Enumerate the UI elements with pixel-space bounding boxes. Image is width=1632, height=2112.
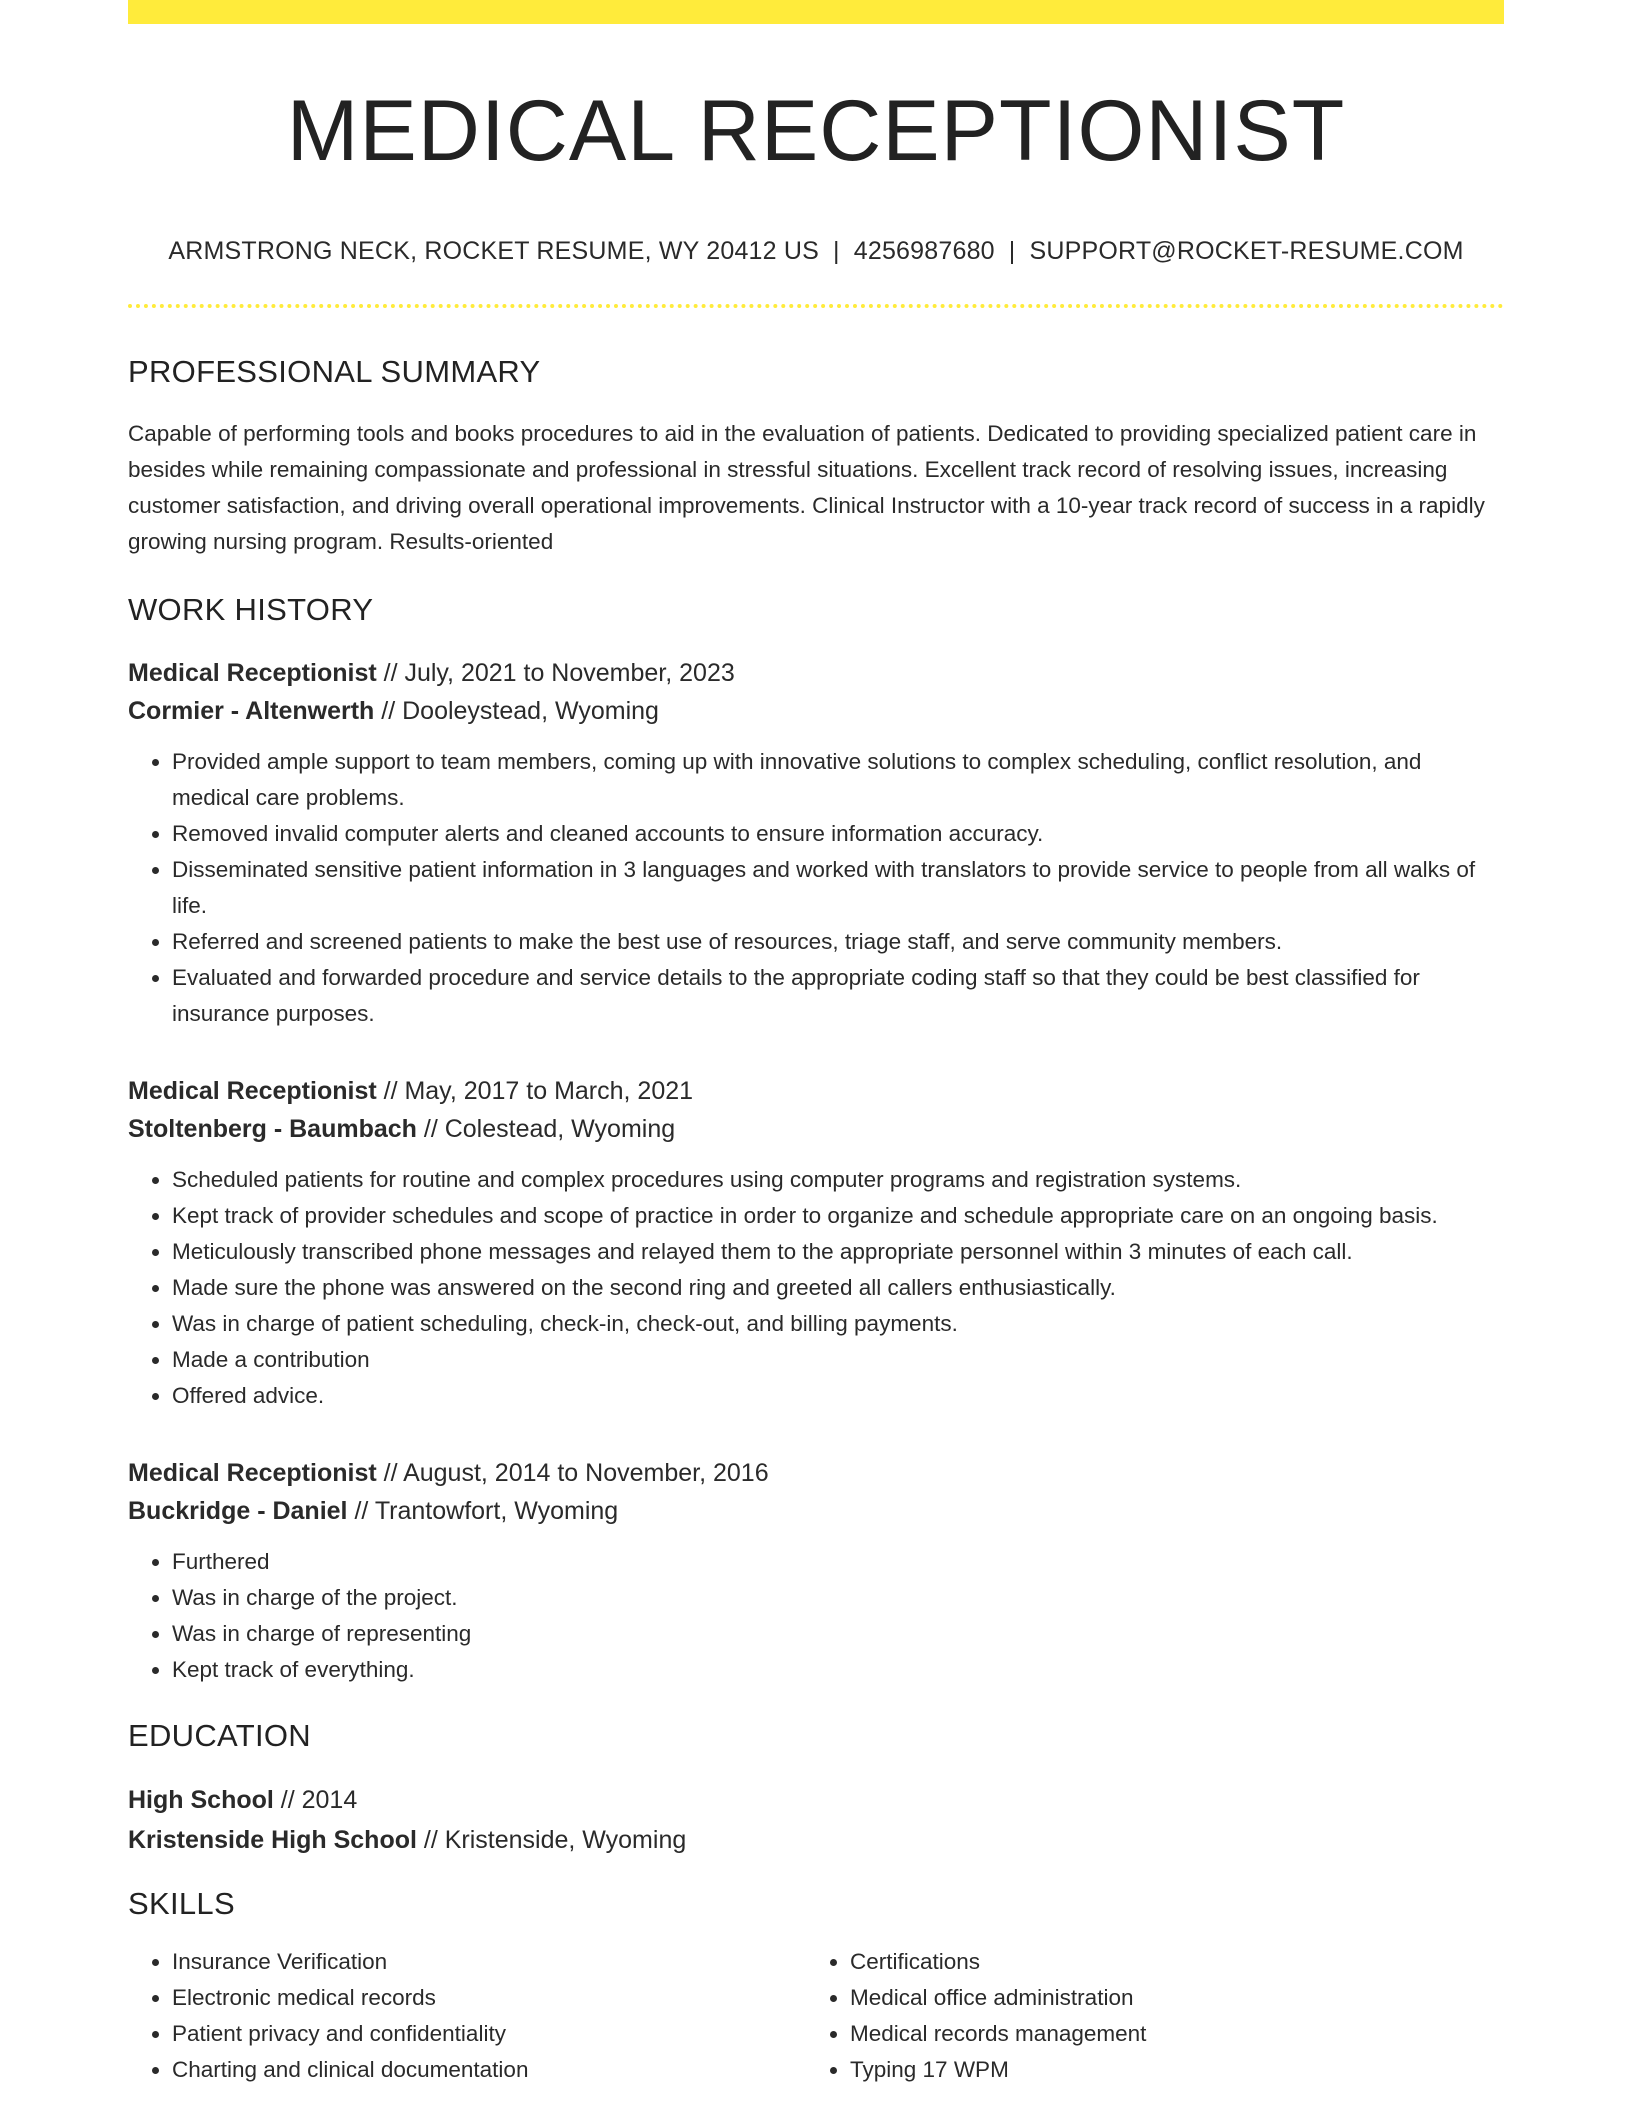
degree-line [128,1780,1504,1820]
job-company-line [128,1492,1504,1530]
separator: | [833,236,840,265]
list-item: • Kept track of everything. [172,1652,1504,1688]
job-dates: // August, 2014 to November, 2016 [376,1458,769,1487]
list-item: • Patient privacy and confidentiality [172,2016,806,2052]
accent-bar [128,0,1504,24]
job-title-line [128,1454,1504,1492]
list-item: • Medical records management [850,2016,1484,2052]
resume-title: MEDICAL RECEPTIONIST [286,83,1346,179]
list-item: • Furthered [172,1544,1504,1580]
job-company: Cormier - Altenwerth [128,696,375,725]
section-heading: EDUCATION [128,1717,311,1753]
job-bullets [128,1162,1504,1414]
job-entry [128,1454,1504,1688]
list-item: • Made a contribution [172,1342,1504,1378]
job-company: Stoltenberg - Baumbach [128,1114,417,1143]
education-entry [128,1780,1504,1860]
job-location: // Trantowfort, Wyoming [347,1496,619,1525]
job-title: Medical Receptionist [128,1458,377,1487]
skills-section [128,1886,1504,2088]
job-company: Buckridge - Daniel [128,1496,348,1525]
section-heading: SKILLS [128,1885,235,1921]
school-name: Kristenside High School [128,1825,417,1854]
dotted-divider [128,304,1504,308]
degree: High School [128,1785,274,1814]
list-item: • Medical office administration [850,1980,1484,2016]
school-line [128,1820,1504,1860]
list-item: • Kept track of provider schedules and scope of practice in order to organize and schedule appropriate care on an ongoing basis. [172,1198,1504,1234]
skills-column-right [806,1944,1484,2088]
summary-text: Capable of performing tools and books procedures to aid in the evaluation of patients. Dedicated to providing specialized patient care in besides while remaining compassionate and professional in stressful situations. Excellent track record of resolving issues, increasing customer satisfaction, and driving overall operational improvements. Clinical Instructor with a 10-year track record of success in a rapidly growing nursing program. Results-oriented [128,420,1485,554]
resume-page [128,0,1504,2088]
job-title-line [128,654,1504,692]
job-location: // Dooleystead, Wyoming [374,696,659,725]
list-item: • Offered advice. [172,1378,1504,1414]
list-item: • Typing 17 WPM [850,2052,1484,2088]
list-item: • Was in charge of the project. [172,1580,1504,1616]
list-item: • Was in charge of patient scheduling, check-in, check-out, and billing payments. [172,1306,1504,1342]
email[interactable]: SUPPORT@ROCKET-RESUME.COM [1029,236,1464,265]
job-entry [128,654,1504,1032]
job-title-line [128,1072,1504,1110]
list-item: • Provided ample support to team members, coming up with innovative solutions to complex scheduling, conflict resolution, and medical care problems. [172,744,1504,816]
job-dates: // July, 2021 to November, 2023 [376,658,735,687]
section-heading: PROFESSIONAL SUMMARY [128,353,541,389]
job-dates: // May, 2017 to March, 2021 [376,1076,694,1105]
job-title: Medical Receptionist [128,658,377,687]
list-item: • Was in charge of representing [172,1616,1504,1652]
list-item: • Certifications [850,1944,1484,1980]
list-item: • Made sure the phone was answered on the second ring and greeted all callers enthusiastically. [172,1270,1504,1306]
list-item: • Referred and screened patients to make the best use of resources, triage staff, and serve community members. [172,924,1504,960]
list-item: • Removed invalid computer alerts and cleaned accounts to ensure information accuracy. [172,816,1504,852]
job-bullets [128,1544,1504,1688]
job-title: Medical Receptionist [128,1076,377,1105]
list-item: • Meticulously transcribed phone messages and relayed them to the appropriate personnel within 3 minutes of each call. [172,1234,1504,1270]
job-company-line [128,692,1504,730]
list-item: • Insurance Verification [172,1944,806,1980]
skills-grid [128,1944,1504,2088]
separator: | [1008,236,1016,265]
work-history-section [128,592,1504,1688]
skills-column-left [128,1944,806,2088]
contact-line [128,237,1504,266]
list-item: • Evaluated and forwarded procedure and service details to the appropriate coding staff so that they could be best classified for insurance purposes. [172,960,1504,1032]
job-bullets [128,744,1504,1032]
phone[interactable]: 4256987680 [853,236,995,265]
job-location: // Colestead, Wyoming [416,1114,676,1143]
job-company-line [128,1110,1504,1148]
section-heading: WORK HISTORY [128,591,374,627]
professional-summary-section [128,354,1504,560]
job-entry [128,1072,1504,1414]
education-year: // 2014 [273,1785,358,1814]
list-item: • Disseminated sensitive patient information in 3 languages and worked with translators to provide service to people from all walks of life. [172,852,1504,924]
school-location: // Kristenside, Wyoming [416,1825,687,1854]
address: ARMSTRONG NECK, ROCKET RESUME, WY 20412 US [168,236,820,265]
list-item: • Electronic medical records [172,1980,806,2016]
list-item: • Charting and clinical documentation [172,2052,806,2088]
list-item: • Scheduled patients for routine and complex procedures using computer programs and registration systems. [172,1162,1504,1198]
education-section [128,1718,1504,1860]
